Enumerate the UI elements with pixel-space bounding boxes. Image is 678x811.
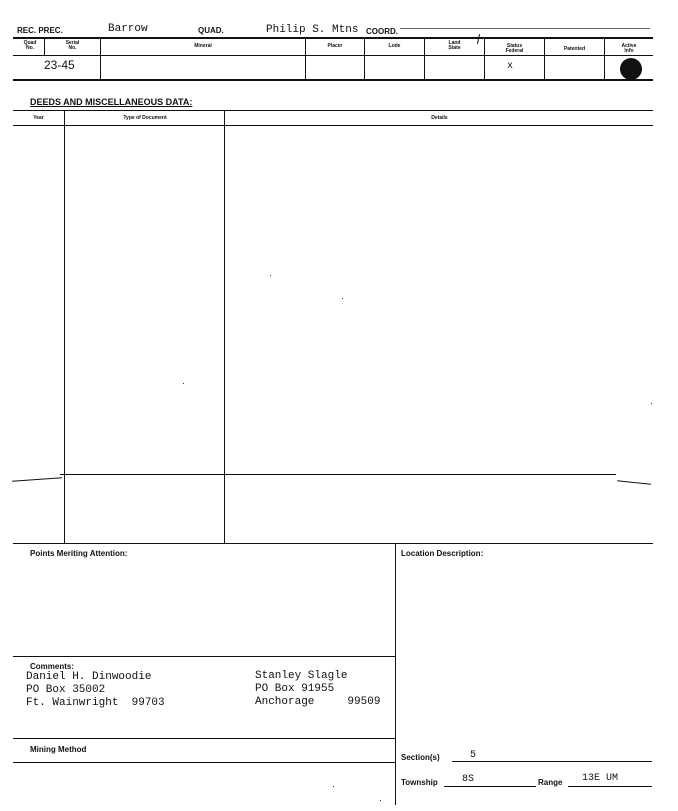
points-meriting-attention-label: Points Meriting Attention:	[30, 549, 128, 558]
col-header-serial-no: Serial No.	[65, 40, 80, 51]
col-header-lode: Lode	[388, 43, 401, 49]
active-info-dot-icon	[620, 58, 642, 80]
location-description-label: Location Description:	[401, 549, 484, 558]
col-header-placer: Placer	[327, 43, 343, 49]
speck	[380, 800, 381, 801]
speck	[651, 403, 652, 404]
lower-section-col-divider	[395, 543, 396, 805]
rec-prec-value[interactable]: Barrow	[108, 23, 148, 35]
deeds-col-divider-type	[224, 110, 225, 543]
col-divider	[544, 38, 545, 79]
deeds-section-title: DEEDS AND MISCELLANEOUS DATA:	[30, 97, 193, 107]
township-underline	[444, 786, 536, 787]
coord-label: COORD.	[366, 27, 398, 36]
speck	[342, 298, 343, 299]
rec-prec-label: REC. PREC.	[17, 26, 63, 35]
section-underline	[452, 761, 652, 762]
address-line: PO Box 91955	[255, 683, 335, 695]
range-label: Range	[538, 778, 563, 787]
address-line: PO Box 35002	[26, 684, 106, 696]
claim-table-top-border	[13, 37, 653, 39]
comments-label: Comments:	[30, 662, 75, 671]
quad-value[interactable]: Philip S. Mtns	[266, 24, 359, 36]
township-value[interactable]: 8S	[462, 774, 475, 785]
address-line: Stanley Slagle	[255, 670, 348, 682]
range-underline	[568, 786, 652, 787]
comments-top-border	[13, 656, 395, 657]
col-header-mineral: Mineral	[194, 43, 212, 49]
speck	[183, 383, 184, 384]
col-header-status-federal: Status Federal	[505, 43, 524, 54]
comments-address-left[interactable]	[26, 671, 165, 710]
deeds-header-divider	[13, 125, 653, 126]
mining-method-top-border	[13, 738, 395, 739]
deeds-top-border	[13, 110, 653, 111]
status-federal-mark[interactable]: x	[507, 61, 514, 72]
deeds-col-divider-year	[64, 110, 65, 543]
col-header-year: Year	[33, 115, 44, 121]
address-line: Ft. Wainwright 99703	[26, 697, 165, 709]
col-header-active-info: Active Info	[621, 43, 637, 54]
township-label: Township	[401, 778, 438, 787]
quad-no-value[interactable]: 23-45	[44, 58, 75, 72]
claim-table-header-divider	[13, 55, 653, 56]
range-value[interactable]: 13E UM	[582, 773, 619, 784]
deeds-scan-line-right	[617, 480, 651, 485]
col-header-quad-no: Quad No.	[23, 40, 37, 51]
col-header-patented: Patented	[563, 46, 586, 52]
speck	[333, 786, 334, 787]
deeds-scan-line	[60, 474, 616, 475]
col-header-type-of-document: Type of Document	[123, 115, 167, 121]
col-header-land-state: Land State	[448, 40, 461, 51]
section-label: Section(s)	[401, 753, 440, 762]
mining-method-bottom-border	[13, 762, 395, 763]
coord-dashed-line	[400, 28, 650, 29]
mining-method-label: Mining Method	[30, 745, 87, 754]
deeds-scan-line-left	[12, 477, 62, 481]
address-line: Anchorage 99509	[255, 696, 381, 708]
claim-table-bottom-border	[13, 79, 653, 81]
comments-address-right[interactable]	[255, 670, 380, 709]
address-line: Daniel H. Dinwoodie	[26, 671, 152, 683]
lower-section-top-border	[13, 543, 653, 544]
col-header-details: Details	[431, 115, 448, 121]
quad-label: QUAD.	[198, 26, 224, 35]
section-value[interactable]: 5	[470, 750, 477, 761]
speck	[270, 275, 271, 276]
